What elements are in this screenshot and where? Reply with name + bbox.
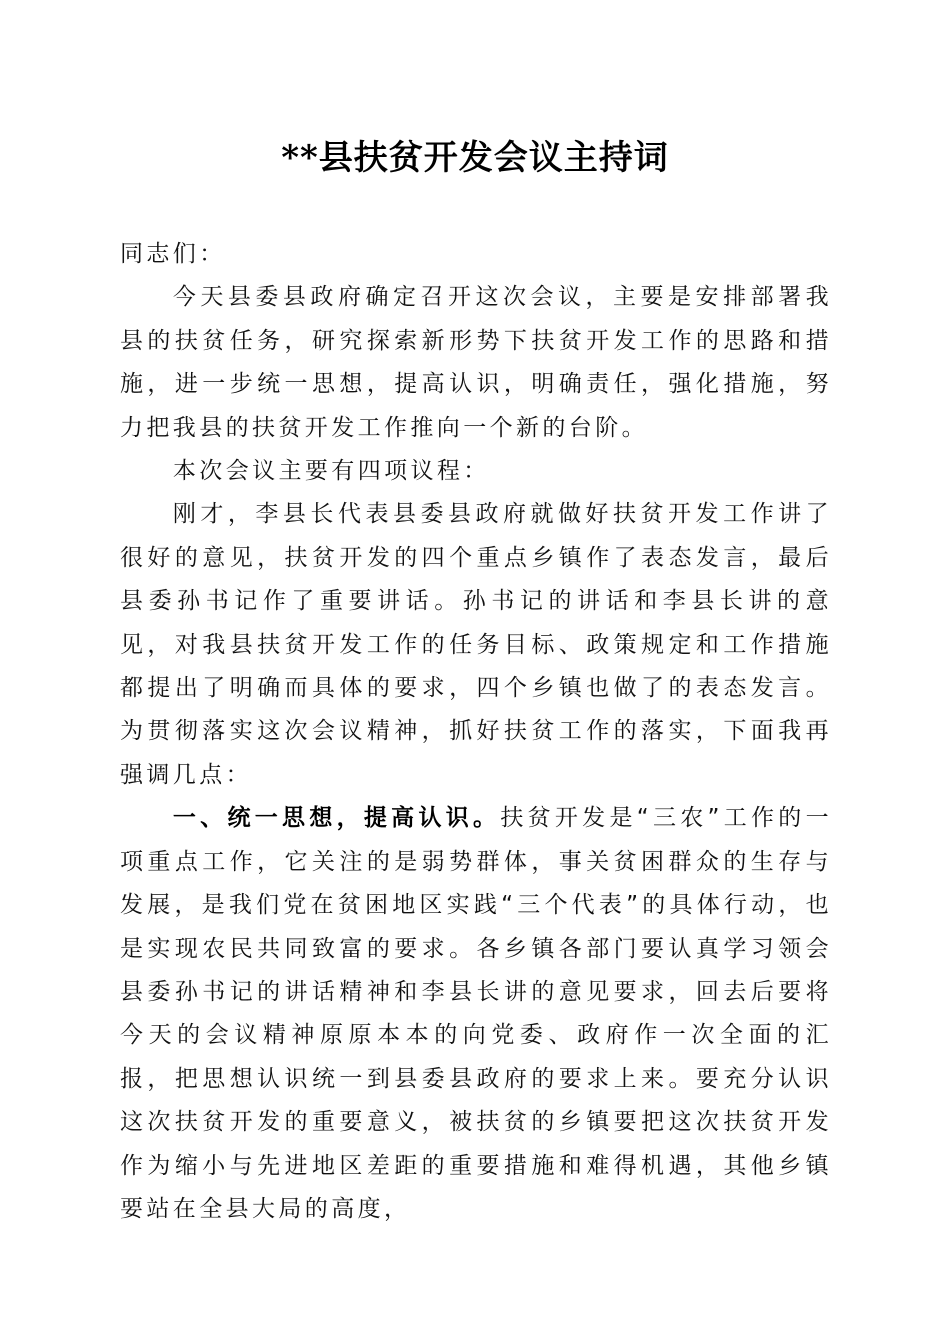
document-title: **县扶贫开发会议主持词 — [281, 138, 669, 178]
document-body — [120, 233, 832, 1231]
paragraph-opening: 今天县委县政府确定召开这次会议，主要是安排部署我县的扶贫任务，研究探索新形势下扶贫开发工作的思路和措施，进一步统一思想，提高认识，明确责任，强化措施，努力把我县的扶贫开发工作推向一个新的台阶。 — [120, 284, 832, 441]
point-one-heading: 一、统一思想，提高认识。 — [172, 805, 501, 832]
paragraph-point-one — [120, 797, 832, 1231]
salutation: 同志们： — [120, 241, 226, 267]
paragraph-summary: 刚才，李县长代表县委县政府就做好扶贫开发工作讲了很好的意见，扶贫开发的四个重点乡镇作了表态发言，最后县委孙书记作了重要讲话。孙书记的讲话和李县长讲的意见，对我县扶贫开发工作的任务目标、政策规定和工作措施都提出了明确而具体的要求，四个乡镇也做了的表态发言。为贯彻落实这次会议精神，抓好扶贫工作的落实，下面我再强调几点： — [120, 501, 832, 788]
paragraph-agenda: 本次会议主要有四项议程： — [172, 458, 490, 485]
point-one-text: 扶贫开发是“三农”工作的一项重点工作，它关注的是弱势群体，事关贫困群众的生存与发展，是我们党在贫困地区实践“三个代表”的具体行动，也是实现农民共同致富的要求。各乡镇各部门要认真学习领会县委孙书记的讲话精神和李县长讲的意见要求，回去后要将今天的会议精神原原本本的向党委、政府作一次全面的汇报，把思想认识统一到县委县政府的要求上来。要充分认识这次扶贫开发的重要意义，被扶贫的乡镇要把这次扶贫开发作为缩小与先进地区差距的重要措施和难得机遇，其他乡镇要站在全县大局的高度， — [120, 805, 832, 1222]
